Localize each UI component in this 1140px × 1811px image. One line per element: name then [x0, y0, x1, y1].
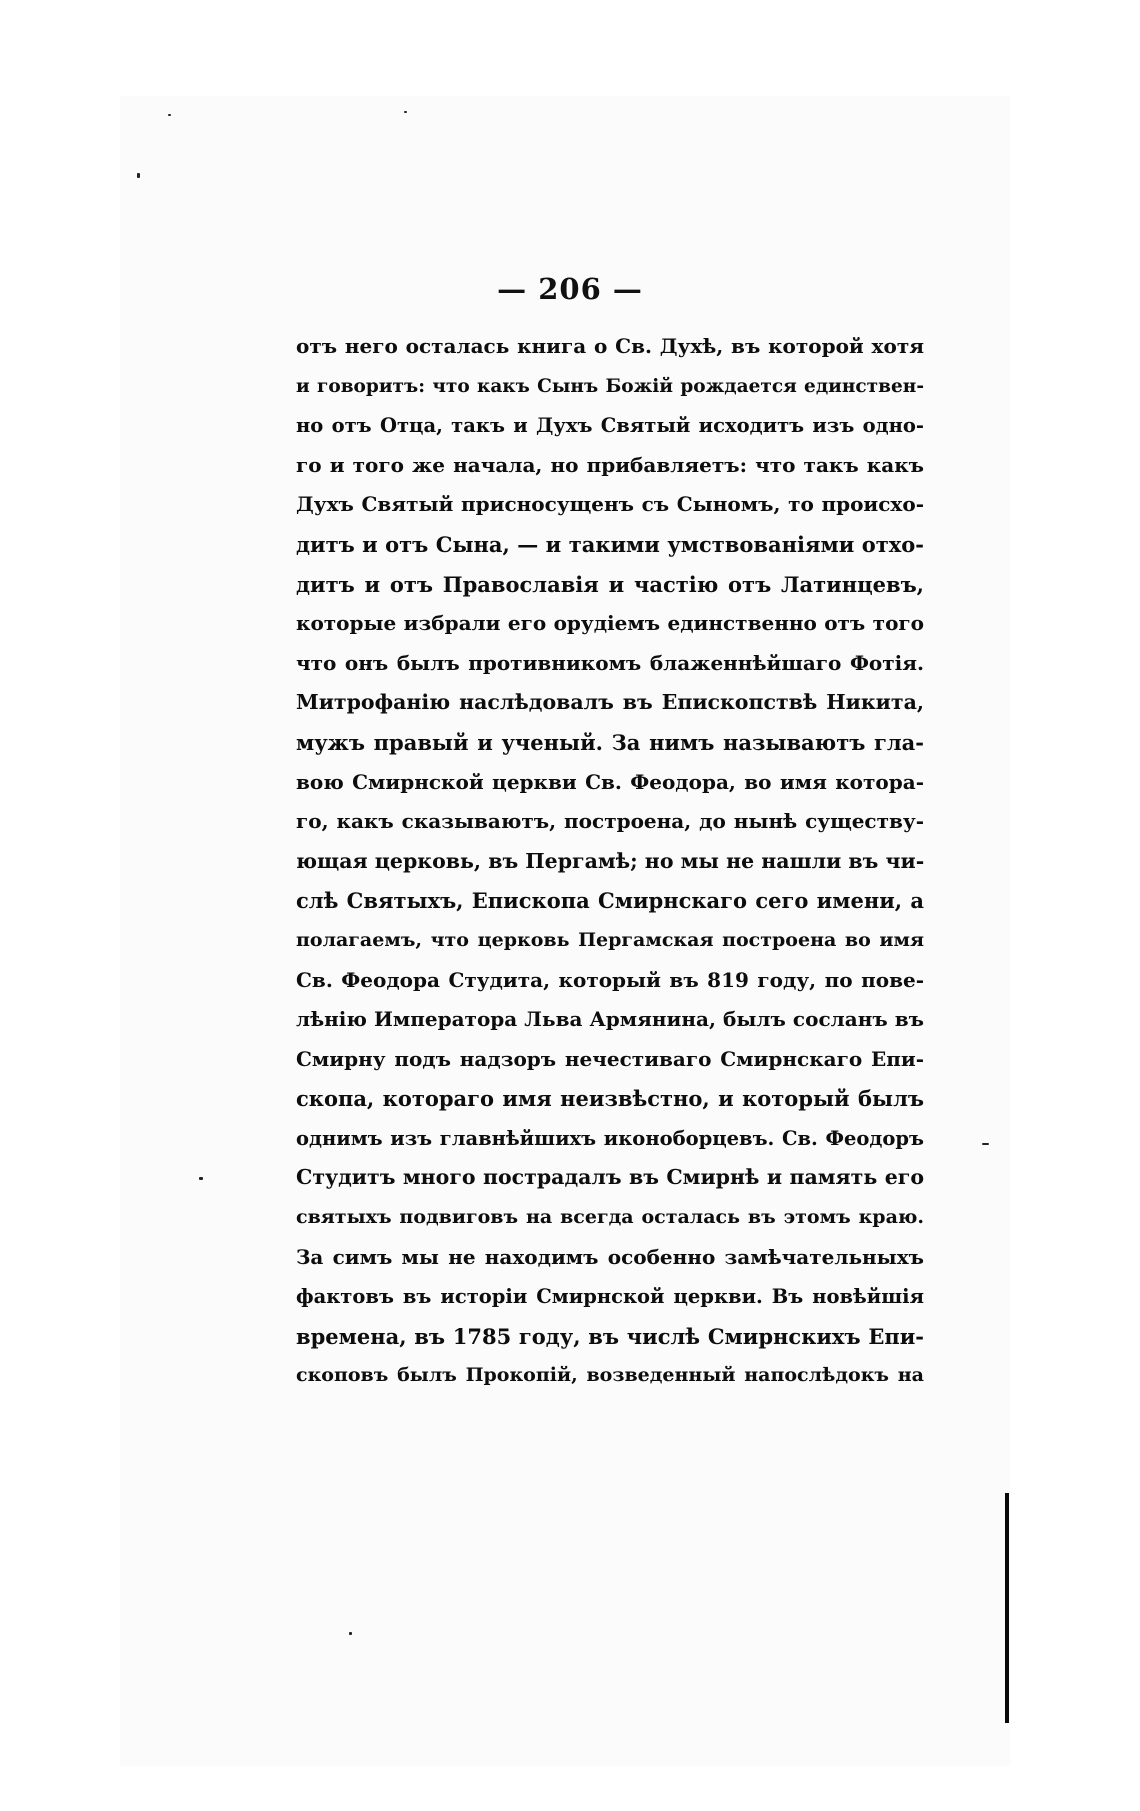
text-line: отъ него осталась книга о Св. Духѣ, въ которой хотя — [296, 334, 924, 358]
text-line: лѣнію Императора Льва Армянина, былъ сосланъ въ — [296, 1007, 924, 1032]
text-line: мужъ правый и ученый. За нимъ называютъ гла- — [296, 729, 924, 755]
scan-speck — [199, 1177, 203, 1180]
text-line: Митрофанію наслѣдовалъ въ Епископствѣ Никита, — [296, 690, 924, 715]
text-line: полагаемъ, что церковь Пергамская построена во имя — [296, 928, 924, 951]
text-line: ющая церковь, въ Пергамѣ; но мы не нашли въ чи- — [296, 848, 925, 873]
binding-edge-mark — [1005, 1493, 1009, 1723]
text-line: фактовъ въ исторіи Смирнской церкви. Въ новѣйшія — [296, 1285, 924, 1309]
text-line: но отъ Отца, такъ и Духъ Святый исходитъ изъ одно- — [296, 414, 924, 438]
text-line: го и того же начала, но прибавляетъ: что такъ какъ — [296, 452, 924, 477]
text-line: го, какъ сказываютъ, построена, до нынѣ существу- — [296, 809, 924, 834]
text-line: слѣ Святыхъ, Епископа Смирнскаго сего имени, а — [296, 888, 924, 914]
page-number: — 206 — — [497, 272, 643, 306]
scan-speck — [349, 1632, 352, 1635]
text-line: Духъ Святый присносущенъ съ Сыномъ, то происхо- — [296, 492, 924, 517]
text-line: и говоритъ: что какъ Сынъ Божій рождается единствен- — [296, 375, 924, 397]
text-line: святыхъ подвиговъ на всегда осталась въ этомъ краю. — [296, 1206, 924, 1229]
text-line: что онъ былъ противникомъ блаженнѣйшаго Фотія. — [296, 650, 924, 675]
text-line: За симъ мы не находимъ особенно замѣчательныхъ — [296, 1244, 924, 1269]
text-line: Смирну подъ надзоръ нечестиваго Смирнскаго Епи- — [296, 1046, 924, 1071]
text-line: скопа, котораго имя неизвѣстно, и который былъ — [296, 1086, 924, 1112]
text-line: времена, въ 1785 году, въ числѣ Смирнскихъ Епи- — [296, 1323, 924, 1349]
scan-speck — [982, 1143, 989, 1145]
body-text — [296, 327, 924, 1396]
text-line: вою Смирнской церкви Св. Феодора, во имя котора- — [296, 769, 924, 794]
scan-speck — [404, 111, 407, 113]
text-line: дитъ и отъ Православія и частію отъ Латинцевъ, — [296, 571, 924, 597]
text-line: которые избрали его орудіемъ единственно отъ того — [296, 611, 924, 636]
scan-speck — [168, 114, 171, 116]
text-line: дитъ и отъ Сына, — и такими умствованіями отхо- — [296, 531, 924, 557]
text-line: Студитъ много пострадалъ въ Смирнѣ и память его — [296, 1165, 924, 1190]
text-line: однимъ изъ главнѣйшихъ иконоборцевъ. Св. Феодоръ — [296, 1126, 924, 1150]
text-line: скоповъ былъ Прокопій, возведенный напослѣдокъ на — [296, 1364, 924, 1387]
text-line: Св. Феодора Студита, который въ 819 году, по пове- — [296, 967, 924, 992]
scan-speck — [137, 173, 140, 178]
